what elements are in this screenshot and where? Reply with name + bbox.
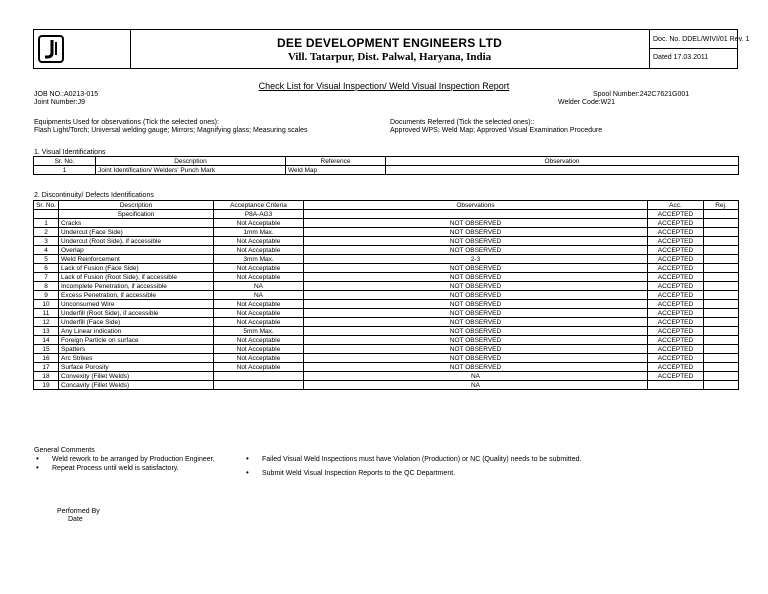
table-cell: 8	[34, 282, 59, 291]
table-cell: Not Acceptable	[214, 345, 304, 354]
table-row	[34, 381, 739, 390]
table-cell: Not Acceptable	[214, 318, 304, 327]
comment-right-1: Failed Visual Weld Inspections must have Violation (Production) or NC (Quality) needs to be submitted.	[262, 456, 582, 463]
table-cell	[704, 309, 739, 318]
table-cell: 13	[34, 327, 59, 336]
company-name: DEE DEVELOPMENT ENGINEERS LTD	[277, 36, 502, 50]
table-cell: NA	[304, 372, 648, 381]
table-cell: 3mm Max.	[214, 255, 304, 264]
table-cell: ACCEPTED	[648, 282, 704, 291]
table-cell: NOT OBSERVED	[304, 246, 648, 255]
table-cell	[704, 219, 739, 228]
table-cell	[704, 264, 739, 273]
table-cell: 14	[34, 336, 59, 345]
header-cell: Observations	[304, 201, 648, 210]
table-cell: NOT OBSERVED	[304, 300, 648, 309]
table-cell: 5mm Max.	[214, 327, 304, 336]
table-cell: ACCEPTED	[648, 219, 704, 228]
table-row	[34, 327, 739, 336]
table-cell: 5	[34, 255, 59, 264]
comments-heading: General Comments	[34, 447, 95, 454]
header-cell: Observation	[386, 157, 739, 166]
table-cell: Incomplete Penetration, if accessible	[59, 282, 214, 291]
documents-value: Approved WPS; Weld Map; Approved Visual Examination Procedure	[390, 127, 603, 134]
table-cell: Cracks	[59, 219, 214, 228]
table-cell: Not Acceptable	[214, 264, 304, 273]
table-header-row	[34, 201, 739, 210]
meta-divider	[649, 48, 737, 49]
table-cell	[704, 372, 739, 381]
table-cell: 2	[34, 228, 59, 237]
table-row	[34, 228, 739, 237]
table-cell	[704, 237, 739, 246]
table-cell	[704, 318, 739, 327]
table-cell: 1	[34, 219, 59, 228]
table-cell: ACCEPTED	[648, 345, 704, 354]
table-cell: Overlap	[59, 246, 214, 255]
table-cell: ACCEPTED	[648, 291, 704, 300]
header-cell: Rej.	[704, 201, 739, 210]
table-cell	[648, 381, 704, 390]
table-row	[34, 273, 739, 282]
table-cell: NOT OBSERVED	[304, 282, 648, 291]
section2-heading: 2. Discontinuity/ Defects Identifications	[34, 192, 154, 199]
company-logo-icon	[38, 35, 64, 63]
spec-row	[34, 210, 739, 219]
table-row	[34, 309, 739, 318]
table-row	[34, 363, 739, 372]
table-cell	[704, 282, 739, 291]
table-cell: Undercut (Face Side)	[59, 228, 214, 237]
table-cell: Spatters	[59, 345, 214, 354]
table-cell: ACCEPTED	[648, 210, 704, 219]
defects-table	[33, 200, 739, 390]
document-header	[33, 29, 750, 69]
section1-heading: 1. Visual Identifications	[34, 149, 106, 156]
table-cell: NOT OBSERVED	[304, 345, 648, 354]
table-header-row	[34, 157, 739, 166]
table-cell: NOT OBSERVED	[304, 219, 648, 228]
table-cell: Not Acceptable	[214, 219, 304, 228]
table-cell: 2-3	[304, 255, 648, 264]
table-cell: ACCEPTED	[648, 264, 704, 273]
table-cell: Arc Strikes	[59, 354, 214, 363]
table-row	[34, 219, 739, 228]
table-cell: 18	[34, 372, 59, 381]
table-cell	[386, 166, 739, 175]
table-cell	[704, 291, 739, 300]
table-cell: ACCEPTED	[648, 327, 704, 336]
table-cell: Joint Identification/ Welders' Punch Mark	[96, 166, 286, 175]
doc-number: Doc. No. DDEL/WIVI/01 Rev. 1	[653, 36, 750, 43]
table-cell: ACCEPTED	[648, 354, 704, 363]
header-cell: Description	[59, 201, 214, 210]
table-cell	[704, 345, 739, 354]
table-row	[34, 354, 739, 363]
date-label: Date	[68, 516, 83, 523]
table-cell: ACCEPTED	[648, 309, 704, 318]
equipments-value: Flash Light/Torch; Universal welding gauge; Mirrors; Magnifying glass; Measuring scales	[34, 127, 308, 134]
table-cell	[704, 381, 739, 390]
table-row	[34, 291, 739, 300]
table-row	[34, 237, 739, 246]
table-cell: Concavity (Fillet Welds)	[59, 381, 214, 390]
table-cell: ACCEPTED	[648, 237, 704, 246]
table-cell: NOT OBSERVED	[304, 237, 648, 246]
table-cell	[704, 327, 739, 336]
table-cell	[214, 372, 304, 381]
table-cell: 16	[34, 354, 59, 363]
table-cell: NOT OBSERVED	[304, 291, 648, 300]
table-cell	[704, 246, 739, 255]
table-row	[34, 336, 739, 345]
visual-identification-table	[33, 156, 739, 175]
table-cell	[704, 255, 739, 264]
table-cell: Not Acceptable	[214, 246, 304, 255]
table-cell: NA	[214, 291, 304, 300]
company-title-cell	[130, 30, 650, 68]
table-cell: Undercut (Root Side), if accessible	[59, 237, 214, 246]
table-cell: 6	[34, 264, 59, 273]
table-cell	[214, 381, 304, 390]
table-cell: Not Acceptable	[214, 273, 304, 282]
header-cell: Sr. No.	[34, 157, 96, 166]
table-cell: 9	[34, 291, 59, 300]
performed-by-label: Performed By	[57, 508, 100, 515]
table-cell: 4	[34, 246, 59, 255]
table-cell	[704, 300, 739, 309]
table-cell: Unconsumed Wire	[59, 300, 214, 309]
table-cell: NOT OBSERVED	[304, 228, 648, 237]
table-cell: ACCEPTED	[648, 336, 704, 345]
table-cell: 15	[34, 345, 59, 354]
bullet-icon: •	[36, 463, 39, 472]
table-cell: ACCEPTED	[648, 255, 704, 264]
table-cell: NOT OBSERVED	[304, 327, 648, 336]
table-row	[34, 300, 739, 309]
table-cell: 17	[34, 363, 59, 372]
bullet-icon: •	[246, 468, 249, 477]
document-meta-cell	[649, 30, 750, 68]
table-cell	[704, 354, 739, 363]
equipments-label: Equipments Used for observations (Tick the selected ones):	[34, 119, 219, 126]
header-cell: Description	[96, 157, 286, 166]
table-cell: Excess Penetration, if accessible	[59, 291, 214, 300]
table-row	[34, 264, 739, 273]
table-cell: Not Acceptable	[214, 300, 304, 309]
table-cell: 1	[34, 166, 96, 175]
documents-label: Documents Referred (Tick the selected ones)::	[390, 119, 535, 126]
table-cell	[704, 273, 739, 282]
table-cell: NOT OBSERVED	[304, 363, 648, 372]
company-address: Vill. Tatarpur, Dist. Palwal, Haryana, India	[287, 51, 492, 63]
table-cell	[704, 228, 739, 237]
table-cell: NOT OBSERVED	[304, 273, 648, 282]
table-row	[34, 246, 739, 255]
table-cell	[304, 210, 648, 219]
table-cell: ACCEPTED	[648, 363, 704, 372]
table-cell: Not Acceptable	[214, 237, 304, 246]
table-cell: 1mm Max.	[214, 228, 304, 237]
table-cell: NOT OBSERVED	[304, 264, 648, 273]
table-cell: 7	[34, 273, 59, 282]
table-cell: P8A-AG3	[214, 210, 304, 219]
table-cell: ACCEPTED	[648, 246, 704, 255]
table-cell: Underfill (Face Side)	[59, 318, 214, 327]
table-cell: Weld Map	[286, 166, 386, 175]
table-cell: NOT OBSERVED	[304, 309, 648, 318]
welder-code: Welder Code:W21	[558, 99, 616, 106]
table-cell: ACCEPTED	[648, 228, 704, 237]
job-number: JOB NO.:A0213-015	[34, 91, 99, 98]
table-row	[34, 318, 739, 327]
table-cell: 19	[34, 381, 59, 390]
comment-left-2: Repeat Process until weld is satisfactory.	[52, 465, 179, 472]
table-cell: 10	[34, 300, 59, 309]
table-cell: Not Acceptable	[214, 309, 304, 318]
bullet-icon: •	[36, 454, 39, 463]
bullet-icon: •	[246, 454, 249, 463]
table-cell: Foreign Particle on surface	[59, 336, 214, 345]
table-cell: NA	[304, 381, 648, 390]
table-cell: 11	[34, 309, 59, 318]
table-cell: NA	[214, 282, 304, 291]
table-cell: Underfill (Root Side), if accessible	[59, 309, 214, 318]
table-cell: ACCEPTED	[648, 300, 704, 309]
table-cell: NOT OBSERVED	[304, 336, 648, 345]
table-cell	[34, 210, 59, 219]
joint-number: Joint Number:J9	[34, 99, 85, 106]
header-cell: Acceptance Criteria	[214, 201, 304, 210]
table-cell: Lack of Fusion (Face Side)	[59, 264, 214, 273]
table-row	[34, 255, 739, 264]
table-cell: NOT OBSERVED	[304, 354, 648, 363]
table-cell: ACCEPTED	[648, 372, 704, 381]
comment-right-2: Submit Weld Visual Inspection Reports to the QC Department.	[262, 470, 456, 477]
table-cell	[704, 336, 739, 345]
table-row	[34, 345, 739, 354]
table-row	[34, 166, 739, 175]
table-cell	[704, 210, 739, 219]
table-row	[34, 282, 739, 291]
table-cell: Not Acceptable	[214, 354, 304, 363]
header-cell: Sr. No.	[34, 201, 59, 210]
table-cell: Specification	[59, 210, 214, 219]
table-cell: ACCEPTED	[648, 318, 704, 327]
comment-left-1: Weld rework to be arranged by Production Engineer.	[52, 456, 215, 463]
header-cell: Acc.	[648, 201, 704, 210]
table-cell: Weld Reinforcement	[59, 255, 214, 264]
report-title: Check List for Visual Inspection/ Weld Visual Inspection Report	[258, 81, 510, 91]
table-cell: 12	[34, 318, 59, 327]
spool-number: Spool Number:242C7621G001	[593, 91, 690, 98]
table-cell: Lack of Fusion (Root Side), if accessible	[59, 273, 214, 282]
company-logo-cell	[34, 30, 131, 68]
table-cell: ACCEPTED	[648, 273, 704, 282]
table-cell: 3	[34, 237, 59, 246]
table-cell: NOT OBSERVED	[304, 318, 648, 327]
doc-date: Dated 17.03.2011	[653, 54, 709, 61]
table-cell: Any Linear indication	[59, 327, 214, 336]
table-row	[34, 372, 739, 381]
table-cell: Not Acceptable	[214, 336, 304, 345]
table-cell: Convexity (Fillet Welds)	[59, 372, 214, 381]
table-cell	[704, 363, 739, 372]
table-cell: Surface Porosity	[59, 363, 214, 372]
table-cell: Not Acceptable	[214, 363, 304, 372]
header-cell: Reference	[286, 157, 386, 166]
